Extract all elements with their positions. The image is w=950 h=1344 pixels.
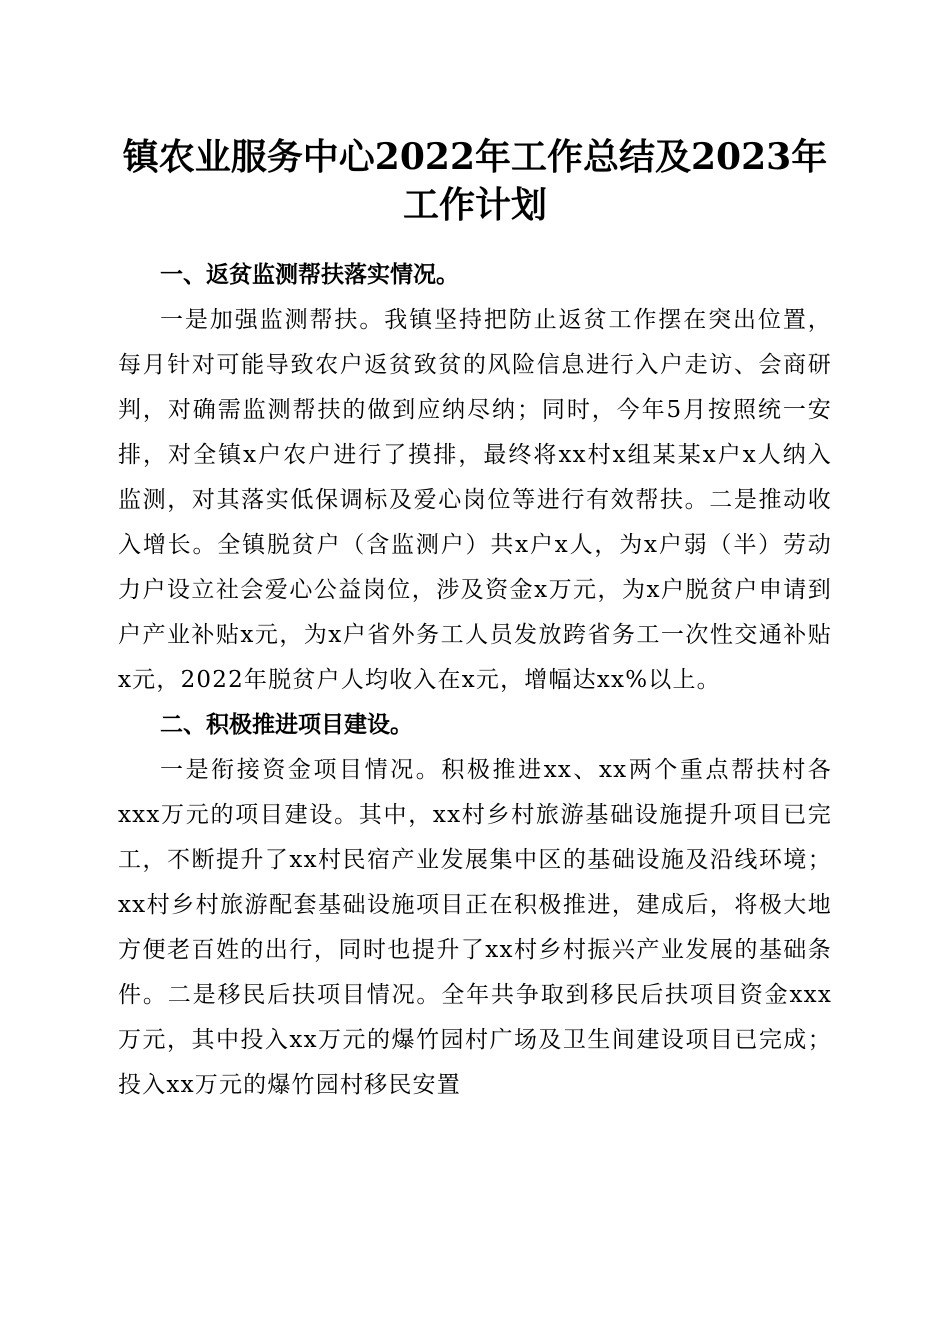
section-paragraph-1: 一是加强监测帮扶。我镇坚持把防止返贫工作摆在突出位置，每月针对可能导致农户返贫致贫的风险信息进行入户走访、会商研判，对确需监测帮扶的做到应纳尽纳；同时，今年5月按照统一安排，对全镇x户农户进行了摸排，最终将xx村x组某某x户x人纳入监测，对其落实低保调标及爱心岗位等进行有效帮扶。二是推动收入增长。全镇脱贫户（含监测户）共x户x人，为x户弱（半）劳动力户设立社会爱心公益岗位，涉及资金x万元，为x户脱贫户申请到户产业补贴x元，为x户省外务工人员发放跨省务工一次性交通补贴x元，2022年脱贫户人均收入在x元，增幅达xx%以上。 [118,307,832,693]
document-body [118,253,832,1108]
section-paragraph-2: 一是衔接资金项目情况。积极推进xx、xx两个重点帮扶村各xxx万元的项目建设。其中，xx村乡村旅游基础设施提升项目已完工，不断提升了xx村民宿产业发展集中区的基础设施及沿线环境；xx村乡村旅游配套基础设施项目正在积极推进，建成后，将极大地方便老百姓的出行，同时也提升了xx村乡村振兴产业发展的基础条件。二是移民后扶项目情况。全年共争取到移民后扶项目资金xxx万元，其中投入xx万元的爆竹园村广场及卫生间建设项目已完成；投入xx万元的爆竹园村移民安置 [118,757,832,1098]
document-title: 镇农业服务中心2022年工作总结及2023年工作计划 [122,136,828,226]
section-heading-1: 一、返贫监测帮扶落实情况。 [160,262,459,288]
section-heading-2: 二、积极推进项目建设。 [160,712,413,738]
